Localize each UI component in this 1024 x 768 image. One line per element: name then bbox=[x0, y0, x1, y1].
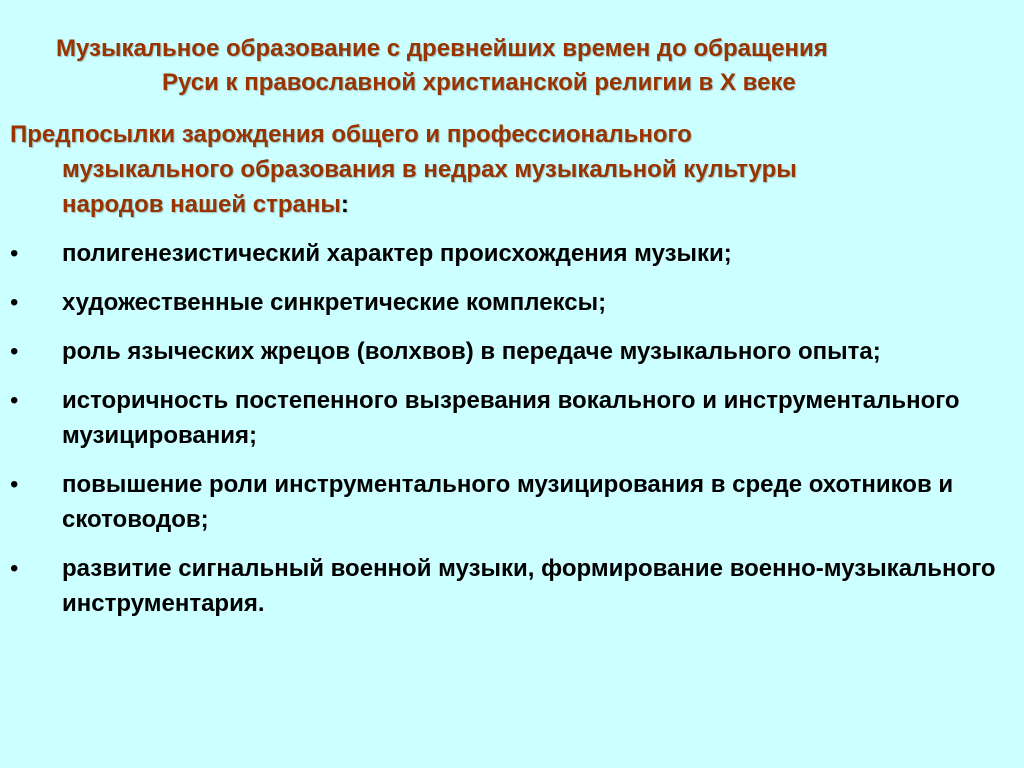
intro-heading bbox=[10, 117, 970, 222]
intro-line-2: музыкального образования в недрах музыкальной культуры bbox=[62, 156, 797, 183]
bullet-icon: • bbox=[10, 338, 19, 365]
bullet-icon: • bbox=[10, 289, 19, 316]
list-item bbox=[10, 285, 1000, 320]
list-item bbox=[10, 551, 1000, 621]
list-item bbox=[10, 334, 1000, 369]
bullet-icon: • bbox=[10, 240, 19, 267]
slide-title bbox=[40, 32, 1020, 100]
list-item-text: развитие сигнальный военной музыки, формирование военно-музыкального инструментария. bbox=[62, 555, 996, 617]
list-item-text: роль языческих жрецов (волхвов) в передаче музыкального опыта; bbox=[62, 338, 881, 365]
intro-line-3 bbox=[10, 187, 970, 222]
list-item-text: художественные синкретические комплексы; bbox=[62, 289, 607, 316]
intro-line-1: Предпосылки зарождения общего и профессионального bbox=[10, 121, 692, 148]
list-item-text: повышение роли инструментального музицирования в среде охотников и скотоводов; bbox=[62, 471, 954, 533]
list-item bbox=[10, 383, 1000, 453]
title-line-2: Руси к православной христианской религии в X веке bbox=[162, 69, 796, 96]
bullet-icon: • bbox=[10, 555, 19, 582]
title-line-1: Музыкальное образование с древнейших времен до обращения bbox=[56, 35, 828, 62]
list-item bbox=[10, 467, 1000, 537]
intro-colon: : bbox=[340, 191, 349, 218]
list-item bbox=[10, 236, 1000, 271]
intro-line-3-text: народов нашей страны bbox=[62, 191, 341, 218]
list-item-text: полигенезистический характер происхождения музыки; bbox=[62, 240, 732, 267]
list-item-text: историчность постепенного вызревания вокального и инструментального музицирования; bbox=[62, 387, 960, 449]
bullet-icon: • bbox=[10, 471, 19, 498]
bullet-list bbox=[10, 236, 1000, 635]
bullet-icon: • bbox=[10, 387, 19, 414]
